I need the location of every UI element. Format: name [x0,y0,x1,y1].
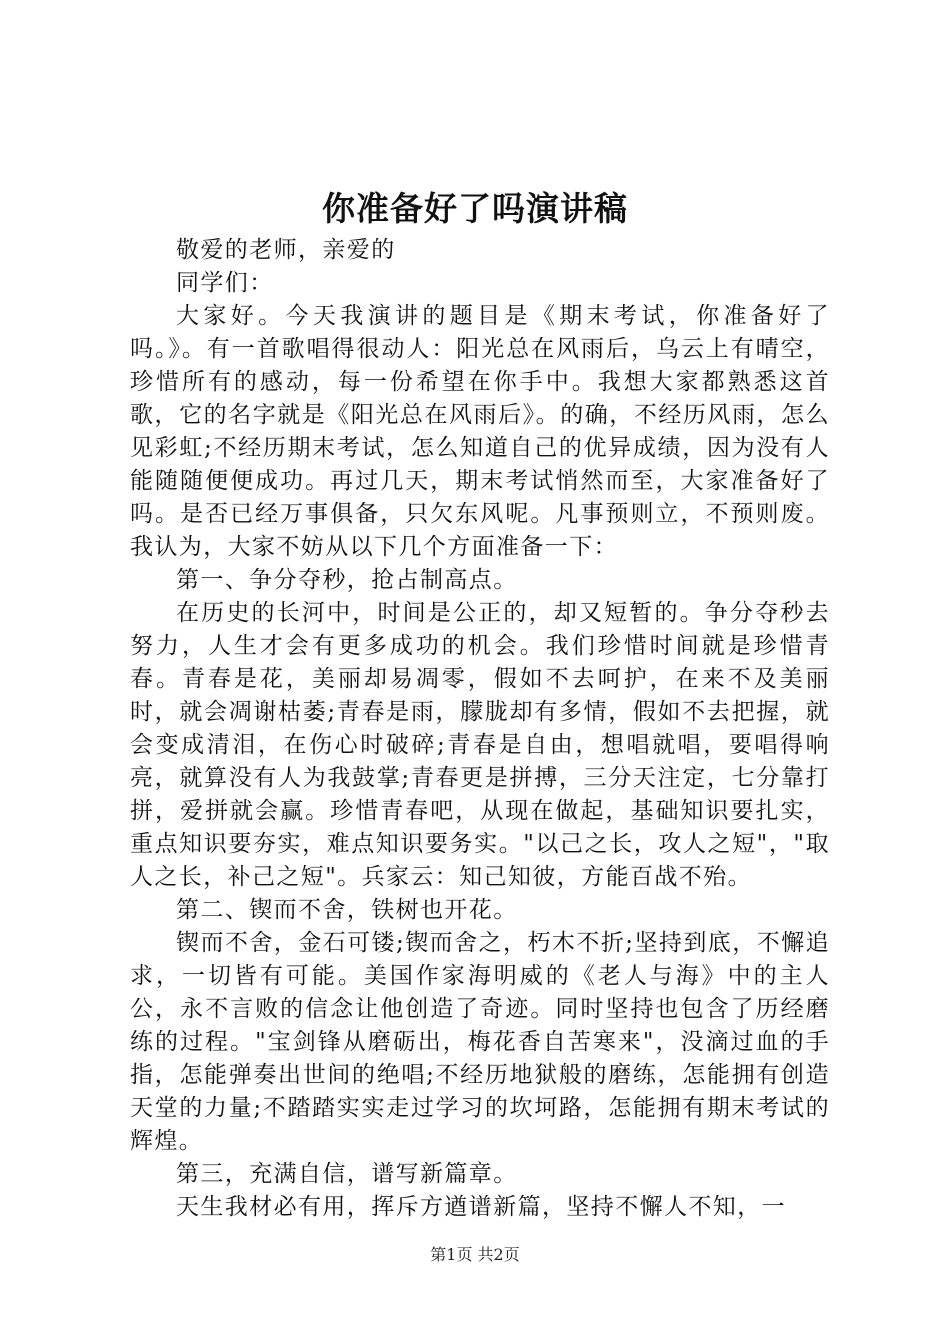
heading-point-1: 第一、争分夺秒，抢占制高点。 [176,567,518,593]
heading-point-2: 第二、锲而不舍，铁树也开花。 [176,897,518,923]
paragraph-point-1: 在历史的长河中，时间是公正的，却又短暂的。争分夺秒去努力，人生才会有更多成功的机会。我们珍惜时间就是珍惜青春。青春是花，美丽却易凋零，假如不去呵护，在来不及美丽时，就会凋谢枯萎;青春是雨，朦胧却有多情，假如不去把握，就会变成清泪，在伤心时破碎;青春是自由，想唱就唱，要唱得响亮，就算没有人为我鼓掌;青春更是拼搏，三分天注定，七分靠打拼，爱拼就会赢。珍惜青春吧，从现在做起，基础知识要扎实，重点知识要夯实，难点知识要务实。"以己之长，攻人之短"，"取人之长，补己之短"。兵家云：知己知彼，方能百战不殆。 [130,600,830,890]
greeting-line-2: 同学们： [176,270,274,296]
paragraph-point-2: 锲而不舍，金石可镂;锲而舍之，朽木不折;坚持到底，不懈追求，一切皆有可能。美国作家海明威的《老人与海》中的主人公，永不言败的信念让他创造了奇迹。同时坚持也包含了历经磨练的过程。"宝剑锋从磨砺出，梅花香自苦寒来"，没滴过血的手指，怎能弹奏出世间的绝唱;不经历地狱般的磨练，怎能拥有创造天堂的力量;不踏踏实实走过学习的坎坷路，怎能拥有期末考试的辉煌。 [130,930,830,1154]
paragraph-intro: 大家好。今天我演讲的题目是《期末考试，你准备好了吗。》。有一首歌唱得很动人：阳光总在风雨后，乌云上有晴空，珍惜所有的感动，每一份希望在你手中。我想大家都熟悉这首歌，它的名字就是《阳光总在风雨后》。的确，不经历风雨，怎么见彩虹;不经历期末考试，怎么知道自己的优异成绩，因为没有人能随随便便成功。再过几天，期末考试悄然而至，大家准备好了吗。是否已经万事俱备，只欠东风呢。凡事预则立，不预则废。我认为，大家不妨从以下几个方面准备一下： [130,303,830,560]
page-number-footer: 第1页 共2页 [430,1245,520,1264]
heading-point-3: 第三，充满自信，谱写新篇章。 [176,1161,518,1187]
document-body [130,234,830,1224]
paragraph-point-3: 天生我材必有用，挥斥方遒谱新篇，坚持不懈人不知，一 [176,1194,786,1220]
greeting-line-1: 敬爱的老师，亲爱的 [176,237,396,263]
document-title: 你准备好了吗演讲稿 [322,189,628,228]
